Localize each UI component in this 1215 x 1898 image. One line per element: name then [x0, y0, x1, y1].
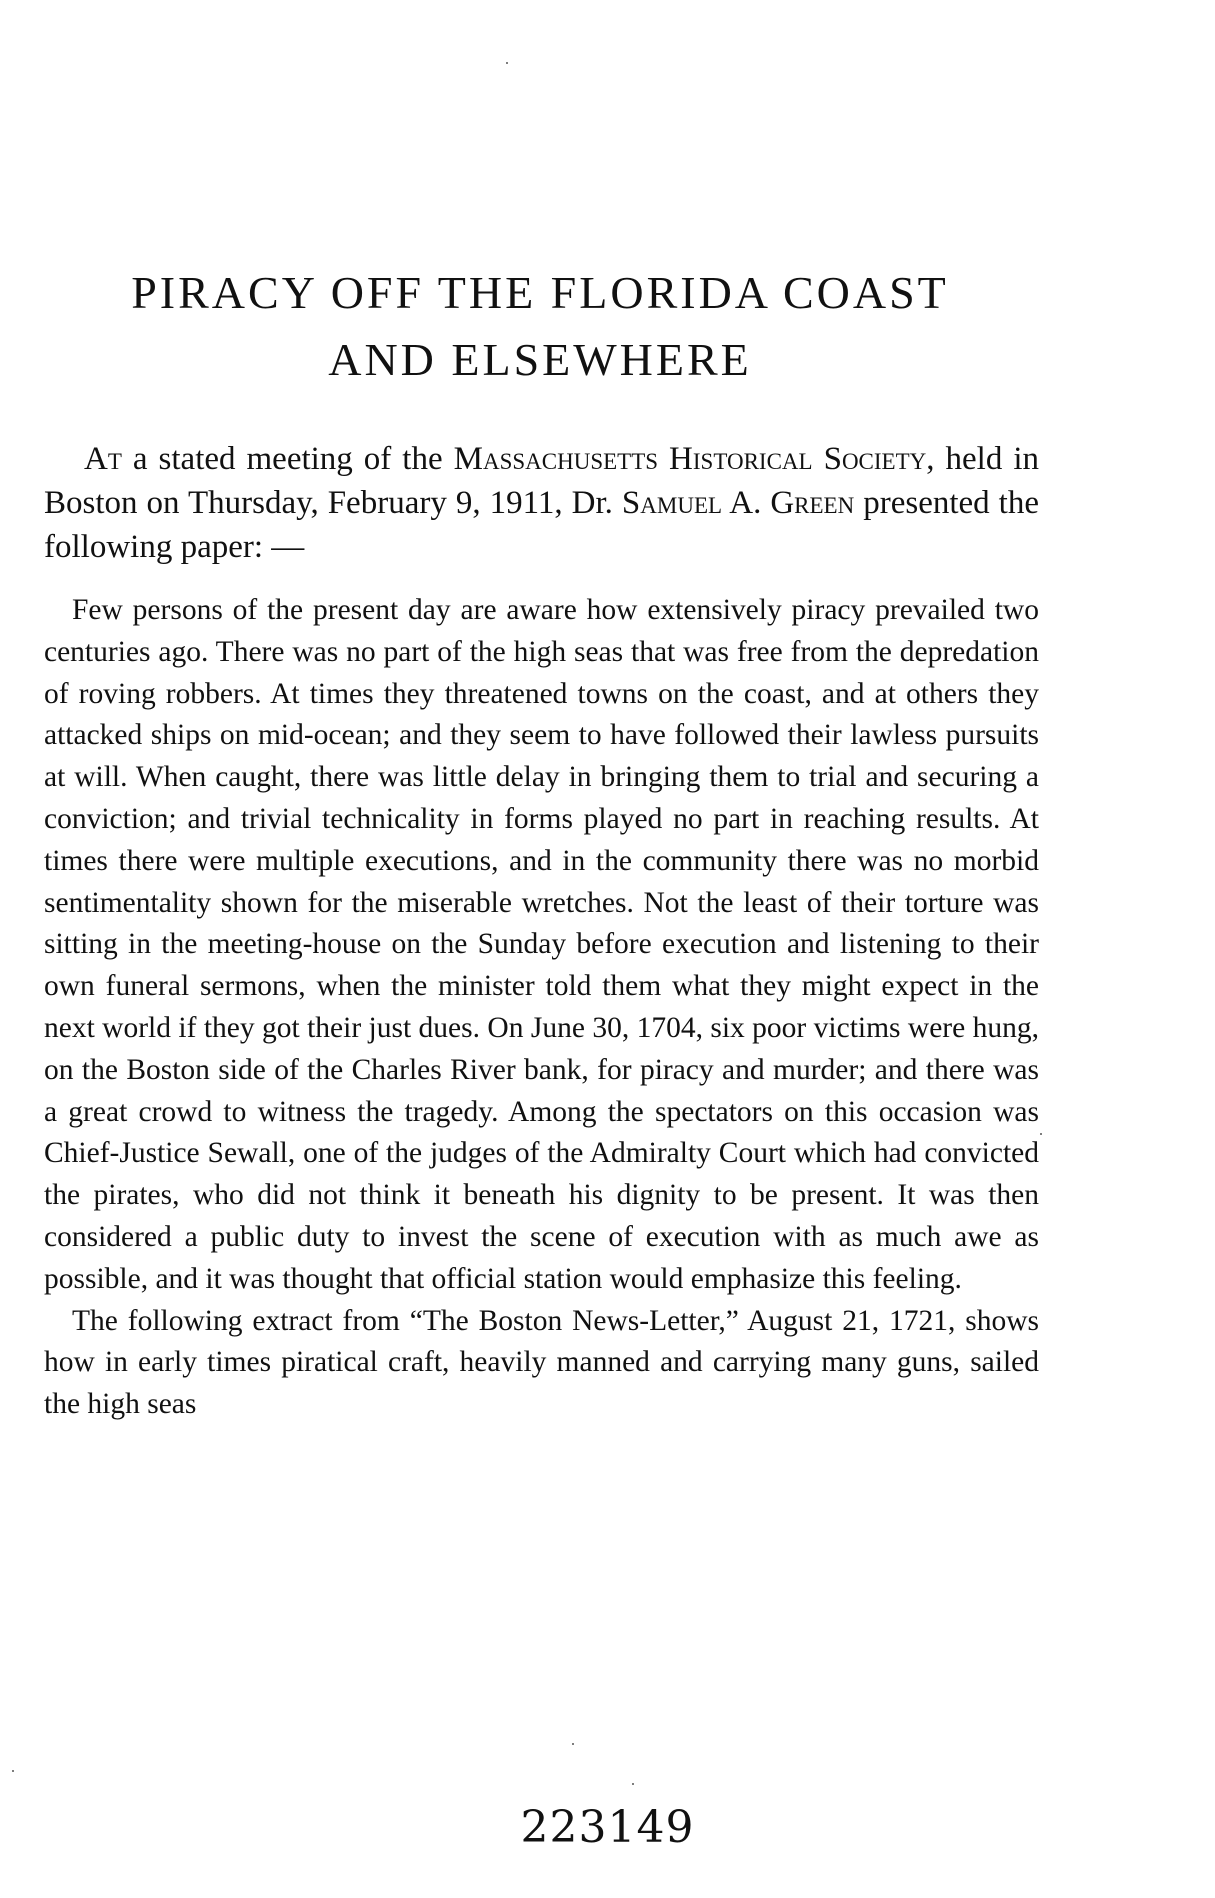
- intro-at: At: [84, 441, 122, 477]
- footer-number: 223149: [520, 1802, 695, 1853]
- title-line-2: AND ELSEWHERE: [328, 334, 752, 385]
- society-name-1: Massachusetts Historical: [453, 441, 813, 477]
- title-line-1: PIRACY OFF THE FLORIDA COAST: [131, 267, 949, 318]
- speck-mark: [12, 1770, 14, 1772]
- society-name-2: Society: [823, 441, 927, 477]
- paragraph-1: Few persons of the present day are aware how extensively piracy prevailed two centuries ago. There was no part of the high seas that was free from the depredation of roving robbers. At times they threatened towns on the coast, and at others they attacked ships on mid-ocean; and they seem to have followed their lawless pursuits at will. When caught, there was little delay in bringing them to trial and securing a conviction; and trivial technicality in forms played no part in reaching results. At times there were multiple executions, and in the community there was no morbid sentimentality shown for the miserable wretches. Not the least of their torture was sitting in the meeting-house on the Sunday before execution and listening to their own funeral sermons, when the minister told them what they might expect in the next world if they got their just dues. On June 30, 1704, six poor victims were hung, on the Boston side of the Charles River bank, for piracy and murder; and there was a great crowd to witness the tragedy. Among the spectators on this occasion was Chief-Justice Sewall, one of the judges of the Admiralty Court which had convicted the pirates, who did not think it beneath his dignity to be present. It was then considered a public duty to invest the scene of execution with as much awe as possible, and it was thought that official station would emphasize this feeling.: [44, 594, 1039, 1295]
- speck-mark: [572, 1743, 574, 1745]
- intro-text-1: a stated meeting of the: [121, 441, 454, 477]
- intro-text-2: , held in Boston on Thursday, February 9, 1911, Dr.: [44, 441, 1039, 521]
- speck-mark: [506, 62, 508, 64]
- speaker-name: Samuel A. Green: [621, 485, 855, 521]
- speck-mark: [1040, 1133, 1042, 1135]
- paragraph-2: The following extract from “The Boston News-Letter,” August 21, 1721, shows how in early times piratical craft, heavily manned and carrying many guns, sailed the high seas: [44, 1304, 1039, 1421]
- intro-text-3: presented the following paper: —: [44, 485, 1040, 565]
- body-text: [44, 590, 1039, 1426]
- intro-paragraph: [44, 437, 1039, 569]
- speck-mark: [632, 1783, 634, 1785]
